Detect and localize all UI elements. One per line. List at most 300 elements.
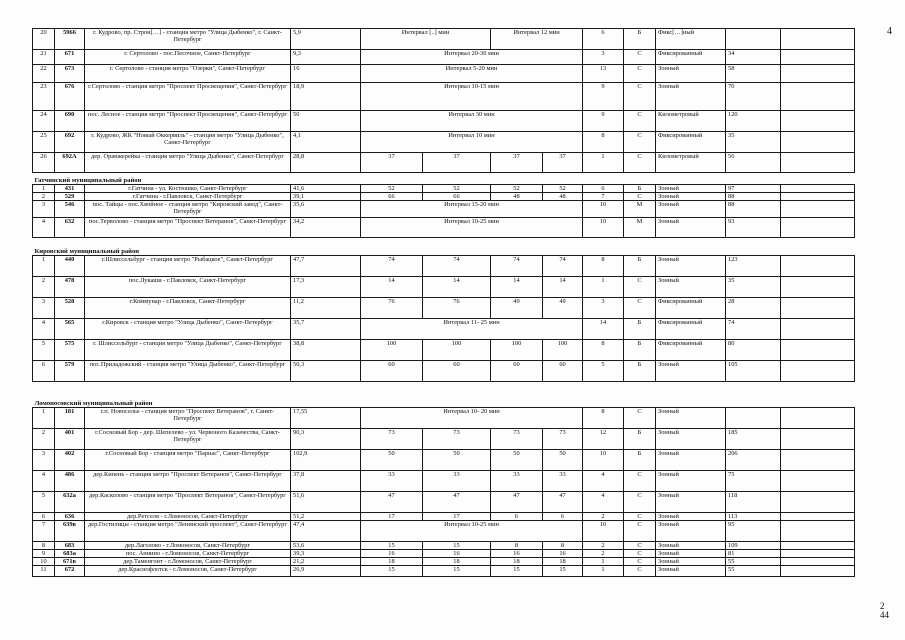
table-row: [33, 450, 855, 471]
route-number-cell: 431: [55, 185, 85, 193]
table-row: [33, 429, 855, 450]
route-number-cell: 546: [55, 201, 85, 218]
fare-type-cell: Километровый: [656, 153, 726, 173]
vehicle-class-cell: С: [624, 277, 656, 298]
row-number-cell: 5: [33, 340, 55, 361]
vehicle-class-cell: Б: [624, 429, 656, 450]
vehicle-class-cell: С: [624, 566, 656, 577]
vehicle-class-cell: С: [624, 193, 656, 201]
trips-cell: 18: [423, 558, 491, 566]
empty-cell: [781, 542, 855, 550]
route-length-cell: 41,6: [291, 185, 361, 193]
trips-cell: 76: [423, 298, 491, 319]
empty-cell: [781, 450, 855, 471]
interval-cell: Интервал [..] мин: [361, 29, 491, 50]
fare-value-cell: 118: [726, 492, 781, 513]
route-length-cell: 9,3: [291, 50, 361, 65]
fare-type-cell: Зонный: [656, 492, 726, 513]
route-length-cell: 21,2: [291, 558, 361, 566]
route-number-cell: 575: [55, 340, 85, 361]
route-number-cell: 401: [55, 429, 85, 450]
fare-value-cell: 123: [726, 256, 781, 277]
trips-cell: 60: [361, 361, 423, 382]
interval-cell: Интервал 10- 20 мин: [361, 408, 583, 429]
routes-table-body: [33, 29, 855, 577]
fare-value-cell: 88: [726, 201, 781, 218]
route-name-cell: пос. Аннино - г.Ломоносов, Санкт-Петербург: [85, 550, 291, 558]
fare-type-cell: Фиксированный: [656, 132, 726, 153]
vehicle-class-cell: С: [624, 542, 656, 550]
row-number-cell: 3: [33, 450, 55, 471]
route-name-cell: дер.Таменгонт - г.Ломоносов, Санкт-Петербург: [85, 558, 291, 566]
trips-cell: 6: [491, 513, 543, 521]
trips-cell: 37: [361, 153, 423, 173]
trips-cell: 15: [543, 566, 583, 577]
table-row: [33, 29, 855, 50]
route-length-cell: 38,8: [291, 340, 361, 361]
fare-value-cell: [726, 408, 781, 429]
fare-type-cell: Зонный: [656, 65, 726, 83]
vehicle-class-cell: С: [624, 50, 656, 65]
trips-cell: 14: [491, 277, 543, 298]
vehicle-class-cell: С: [624, 550, 656, 558]
table-row: [33, 319, 855, 340]
vehicle-count-cell: 1: [583, 558, 624, 566]
trips-cell: 15: [361, 566, 423, 577]
empty-cell: [781, 29, 855, 50]
interval-cell: Интервал 5-20 мин: [361, 65, 583, 83]
trips-cell: 52: [361, 185, 423, 193]
fare-type-cell: Фиксированный: [656, 319, 726, 340]
row-number-cell: 9: [33, 550, 55, 558]
empty-cell: [781, 558, 855, 566]
trips-cell: 47: [361, 492, 423, 513]
fare-type-cell: Зонный: [656, 550, 726, 558]
page-number-mark: [880, 602, 889, 620]
route-name-cell: пос.Приладожский - станция метро "Улица Дыбенко", Санкт-Петербург: [85, 361, 291, 382]
vehicle-class-cell: С: [624, 83, 656, 111]
trips-cell: 60: [543, 361, 583, 382]
trips-cell: 52: [543, 185, 583, 193]
vehicle-count-cell: 9: [583, 111, 624, 132]
table-row: [33, 277, 855, 298]
interval-cell: Интервал 10 мин: [361, 132, 583, 153]
route-name-cell: г. Кудрово, ЖК "Новый Оккервиль" - станция метро "Улица Дыбенко", Санкт-Петербург: [85, 132, 291, 153]
route-length-cell: 4,1: [291, 132, 361, 153]
route-number-cell: 673: [55, 65, 85, 83]
vehicle-count-cell: 6: [583, 185, 624, 193]
trips-cell: 50: [543, 450, 583, 471]
route-name-cell: г. Кудрово, пр. Строи[…] - станция метро "Улица Дыбенко", г. Санкт-Петербург: [85, 29, 291, 50]
table-row: [33, 132, 855, 153]
row-number-cell: 23: [33, 83, 55, 111]
vehicle-count-cell: 14: [583, 319, 624, 340]
vehicle-class-cell: С: [624, 521, 656, 542]
vehicle-count-cell: 2: [583, 550, 624, 558]
fare-value-cell: 109: [726, 542, 781, 550]
vehicle-class-cell: С: [624, 492, 656, 513]
route-name-cell: г. Сертолово - пос.Песочное, Санкт-Петербург: [85, 50, 291, 65]
route-length-cell: 102,9: [291, 450, 361, 471]
trips-cell: 18: [361, 558, 423, 566]
route-length-cell: 51,6: [291, 492, 361, 513]
interval-cell: Интервал 12 мин: [491, 29, 583, 50]
vehicle-count-cell: 5: [583, 361, 624, 382]
row-number-cell: 20: [33, 29, 55, 50]
empty-cell: [781, 277, 855, 298]
table-row: [33, 201, 855, 218]
empty-cell: [781, 492, 855, 513]
route-number-cell: 676: [55, 83, 85, 111]
route-length-cell: 26,9: [291, 566, 361, 577]
row-number-cell: 10: [33, 558, 55, 566]
vehicle-class-cell: С: [624, 298, 656, 319]
fare-type-cell: Зонный: [656, 201, 726, 218]
empty-cell: [781, 50, 855, 65]
trips-cell: 100: [423, 340, 491, 361]
fare-value-cell: 28: [726, 298, 781, 319]
route-name-cell: г.Шлиссельбург - станция метро "Рыбацкое", Санкт-Петербург: [85, 256, 291, 277]
vehicle-class-cell: С: [624, 558, 656, 566]
vehicle-count-cell: 10: [583, 521, 624, 542]
route-number-cell: 486: [55, 471, 85, 492]
route-number-cell: 671в: [55, 558, 85, 566]
empty-cell: [781, 193, 855, 201]
route-length-cell: 11,2: [291, 298, 361, 319]
trips-cell: 33: [423, 471, 491, 492]
row-number-cell: 22: [33, 65, 55, 83]
fare-value-cell: 55: [726, 566, 781, 577]
vehicle-class-cell: М: [624, 201, 656, 218]
table-row: [33, 153, 855, 173]
fare-type-cell: Зонный: [656, 193, 726, 201]
top-corner-mark: 4: [887, 26, 892, 37]
table-row: [33, 65, 855, 83]
trips-cell: 47: [491, 492, 543, 513]
route-length-cell: 18,9: [291, 83, 361, 111]
routes-table: [32, 28, 855, 577]
empty-cell: [781, 513, 855, 521]
vehicle-count-cell: 8: [583, 132, 624, 153]
route-length-cell: 37,8: [291, 471, 361, 492]
fare-value-cell: 80: [726, 340, 781, 361]
trips-cell: 14: [361, 277, 423, 298]
route-length-cell: 51,2: [291, 513, 361, 521]
table-row: [33, 50, 855, 65]
route-name-cell: г.Кировск - станция метро "Улица Дыбенко", Санкт-Петербург: [85, 319, 291, 340]
interval-cell: Интервал 10-25 мин: [361, 521, 583, 542]
empty-cell: [781, 83, 855, 111]
empty-cell: [781, 566, 855, 577]
route-name-cell: г. Шлиссельбург - станция метро "Улица Дыбенко", Санкт-Петербург: [85, 340, 291, 361]
table-row: [33, 492, 855, 513]
trips-cell: 33: [543, 471, 583, 492]
table-row: [33, 566, 855, 577]
empty-cell: [781, 185, 855, 193]
row-number-cell: 3: [33, 201, 55, 218]
empty-cell: [781, 65, 855, 83]
trips-cell: 60: [423, 361, 491, 382]
trips-cell: 66: [361, 193, 423, 201]
fare-value-cell: 97: [726, 185, 781, 193]
route-length-cell: 50: [291, 111, 361, 132]
route-name-cell: дер. Оранжерейка - станция метро "Улица Дыбенко", Санкт-Петербург: [85, 153, 291, 173]
row-number-cell: 2: [33, 193, 55, 201]
vehicle-class-cell: Б: [624, 185, 656, 193]
vehicle-count-cell: 8: [583, 408, 624, 429]
route-name-cell: г.Сосновый Бор - дер. Шепелево - ул. Червоного Казачества, Санкт-Петербург: [85, 429, 291, 450]
trips-cell: 14: [423, 277, 491, 298]
interval-cell: Интервал 10-25 мин: [361, 218, 583, 238]
route-length-cell: 17,3: [291, 277, 361, 298]
fare-value-cell: 105: [726, 361, 781, 382]
vehicle-class-cell: Б: [624, 319, 656, 340]
trips-cell: 76: [361, 298, 423, 319]
empty-cell: [781, 429, 855, 450]
fare-type-cell: Зонный: [656, 566, 726, 577]
route-length-cell: 47,4: [291, 521, 361, 542]
fare-type-cell: Зонный: [656, 361, 726, 382]
vehicle-count-cell: 8: [583, 340, 624, 361]
table-row: [33, 256, 855, 277]
route-name-cell: пос. Тайцы - пос.Хвойное - станция метро "Кировский завод", Санкт-Петербург: [85, 201, 291, 218]
row-number-cell: 4: [33, 319, 55, 340]
trips-cell: 15: [423, 566, 491, 577]
route-number-cell: 671: [55, 50, 85, 65]
vehicle-class-cell: М: [624, 218, 656, 238]
route-name-cell: дер.Лаголово - г.Ломоносов, Санкт-Петербург: [85, 542, 291, 550]
fare-value-cell: 120: [726, 111, 781, 132]
trips-cell: 33: [361, 471, 423, 492]
route-number-cell: 529: [55, 193, 85, 201]
fare-value-cell: 55: [726, 558, 781, 566]
trips-cell: 73: [423, 429, 491, 450]
route-number-cell: 5966: [55, 29, 85, 50]
trips-cell: 16: [361, 550, 423, 558]
fare-value-cell: 206: [726, 450, 781, 471]
route-name-cell: пос. Лесное - станция метро "Проспект Просвещения", Санкт-Петербург: [85, 111, 291, 132]
fare-type-cell: Фиксированный: [656, 340, 726, 361]
route-number-cell: 683а: [55, 550, 85, 558]
vehicle-count-cell: 2: [583, 513, 624, 521]
route-length-cell: 50,3: [291, 361, 361, 382]
vehicle-count-cell: 1: [583, 566, 624, 577]
route-name-cell: дер.Краснофлотск - г.Ломоносов, Санкт-Петербург: [85, 566, 291, 577]
vehicle-count-cell: 4: [583, 492, 624, 513]
vehicle-class-cell: С: [624, 153, 656, 173]
fare-value-cell: 75: [726, 471, 781, 492]
route-number-cell: 639в: [55, 521, 85, 542]
trips-cell: 15: [361, 542, 423, 550]
route-length-cell: 16: [291, 65, 361, 83]
trips-cell: 18: [491, 558, 543, 566]
row-number-cell: 21: [33, 50, 55, 65]
fare-value-cell: 93: [726, 218, 781, 238]
row-number-cell: 4: [33, 218, 55, 238]
route-name-cell: г.Коммунар - г.Павловск, Санкт-Петербург: [85, 298, 291, 319]
row-number-cell: 6: [33, 361, 55, 382]
table-row: [33, 111, 855, 132]
fare-value-cell: 34: [726, 50, 781, 65]
vehicle-count-cell: 4: [583, 471, 624, 492]
table-row: [33, 542, 855, 550]
trips-cell: 6: [543, 513, 583, 521]
table-row: [33, 340, 855, 361]
vehicle-count-cell: 1: [583, 153, 624, 173]
empty-cell: [781, 218, 855, 238]
fare-value-cell: 35: [726, 277, 781, 298]
trips-cell: 8: [543, 542, 583, 550]
route-name-cell: г.Гатчина - г.Павловск, Санкт-Петербург: [85, 193, 291, 201]
route-length-cell: 17,55: [291, 408, 361, 429]
trips-cell: 8: [491, 542, 543, 550]
section-header-row: [33, 173, 855, 185]
trips-cell: 15: [491, 566, 543, 577]
vehicle-count-cell: 10: [583, 450, 624, 471]
table-row: [33, 83, 855, 111]
row-number-cell: 7: [33, 521, 55, 542]
vehicle-class-cell: Б: [624, 256, 656, 277]
vehicle-count-cell: 8: [583, 256, 624, 277]
interval-cell: Интервал 20-30 мин: [361, 50, 583, 65]
route-number-cell: 692А: [55, 153, 85, 173]
table-row: [33, 550, 855, 558]
row-number-cell: 2: [33, 429, 55, 450]
trips-cell: 14: [543, 277, 583, 298]
row-number-cell: 1: [33, 408, 55, 429]
trips-cell: 48: [543, 193, 583, 201]
vehicle-count-cell: 3: [583, 50, 624, 65]
fare-type-cell: Зонный: [656, 558, 726, 566]
trips-cell: 73: [491, 429, 543, 450]
route-number-cell: 683: [55, 542, 85, 550]
route-name-cell: дер.Касколово - станция метро "Проспект Ветеранов", Санкт-Петербург: [85, 492, 291, 513]
trips-cell: 100: [361, 340, 423, 361]
empty-cell: [781, 408, 855, 429]
trips-cell: 73: [361, 429, 423, 450]
route-length-cell: 35,6: [291, 201, 361, 218]
row-number-cell: 1: [33, 185, 55, 193]
route-name-cell: дер.Гостилицы - станция метро "Ленинский проспект", Санкт-Петербург: [85, 521, 291, 542]
trips-cell: 17: [423, 513, 491, 521]
fare-type-cell: Зонный: [656, 83, 726, 111]
trips-cell: 52: [423, 185, 491, 193]
trips-cell: 100: [543, 340, 583, 361]
table-row: [33, 298, 855, 319]
vehicle-count-cell: 12: [583, 429, 624, 450]
empty-cell: [781, 340, 855, 361]
route-name-cell: г.Гатчина - ул. Костюшко, Санкт-Петербург: [85, 185, 291, 193]
trips-cell: 66: [423, 193, 491, 201]
row-number-cell: 26: [33, 153, 55, 173]
route-name-cell: г.п. Новоселье - станция метро "Проспект Ветеранов", г. Санкт-Петербург: [85, 408, 291, 429]
empty-cell: [781, 521, 855, 542]
vehicle-class-cell: С: [624, 132, 656, 153]
trips-cell: 50: [361, 450, 423, 471]
fare-value-cell: 56: [726, 153, 781, 173]
route-number-cell: 579: [55, 361, 85, 382]
fare-value-cell: 113: [726, 513, 781, 521]
trips-cell: 74: [491, 256, 543, 277]
fare-type-cell: Зонный: [656, 450, 726, 471]
trips-cell: 47: [423, 492, 491, 513]
fare-type-cell: Зонный: [656, 185, 726, 193]
fare-type-cell: Фиксированный: [656, 50, 726, 65]
route-number-cell: 528: [55, 298, 85, 319]
empty-cell: [781, 471, 855, 492]
table-row: [33, 513, 855, 521]
trips-cell: 18: [543, 558, 583, 566]
fare-type-cell: Зонный: [656, 218, 726, 238]
route-number-cell: 672: [55, 566, 85, 577]
trips-cell: 37: [543, 153, 583, 173]
route-name-cell: пос.Терволово - станция метро "Проспект Ветеранов", Санкт-Петербург: [85, 218, 291, 238]
trips-cell: 48: [491, 193, 543, 201]
route-length-cell: 35,7: [291, 319, 361, 340]
vehicle-class-cell: Б: [624, 340, 656, 361]
section-title: Гатчинский муниципальный район: [33, 173, 855, 185]
vehicle-count-cell: 2: [583, 542, 624, 550]
fare-type-cell: Зонный: [656, 277, 726, 298]
route-number-cell: 565: [55, 319, 85, 340]
route-number-cell: 402: [55, 450, 85, 471]
trips-cell: 33: [491, 471, 543, 492]
interval-cell: Интервал 11- 25 мин: [361, 319, 583, 340]
table-row: [33, 218, 855, 238]
vehicle-count-cell: 13: [583, 65, 624, 83]
route-length-cell: 90,3: [291, 429, 361, 450]
table-row: [33, 185, 855, 193]
row-number-cell: 25: [33, 132, 55, 153]
trips-cell: 74: [361, 256, 423, 277]
fare-value-cell: 95: [726, 521, 781, 542]
row-number-cell: 2: [33, 277, 55, 298]
vehicle-class-cell: С: [624, 471, 656, 492]
trips-cell: 100: [491, 340, 543, 361]
trips-cell: 47: [543, 492, 583, 513]
route-number-cell: 632а: [55, 492, 85, 513]
row-number-cell: 5: [33, 492, 55, 513]
vehicle-count-cell: 6: [583, 29, 624, 50]
row-number-cell: 24: [33, 111, 55, 132]
fare-type-cell: Зонный: [656, 513, 726, 521]
fare-type-cell: Зонный: [656, 471, 726, 492]
trips-cell: 49: [543, 298, 583, 319]
fare-value-cell: 88: [726, 193, 781, 201]
fare-value-cell: 35: [726, 132, 781, 153]
vehicle-count-cell: 3: [583, 298, 624, 319]
route-length-cell: 28,8: [291, 153, 361, 173]
fare-value-cell: 185: [726, 429, 781, 450]
vehicle-class-cell: Б: [624, 361, 656, 382]
section-header-row: [33, 238, 855, 256]
vehicle-class-cell: С: [624, 408, 656, 429]
empty-cell: [781, 256, 855, 277]
fare-value-cell: 74: [726, 319, 781, 340]
fare-value-cell: 70: [726, 83, 781, 111]
route-length-cell: 39,3: [291, 550, 361, 558]
route-name-cell: г.Сертолово - станция метро "Проспект Просвещения", Санкт-Петербург: [85, 83, 291, 111]
row-number-cell: 3: [33, 298, 55, 319]
route-number-cell: 692: [55, 132, 85, 153]
row-number-cell: 1: [33, 256, 55, 277]
fare-type-cell: Зонный: [656, 429, 726, 450]
trips-cell: 16: [491, 550, 543, 558]
trips-cell: 60: [491, 361, 543, 382]
vehicle-count-cell: 10: [583, 218, 624, 238]
page-number: 2: [880, 601, 885, 611]
section-title: Кировский муниципальный район: [33, 238, 855, 256]
